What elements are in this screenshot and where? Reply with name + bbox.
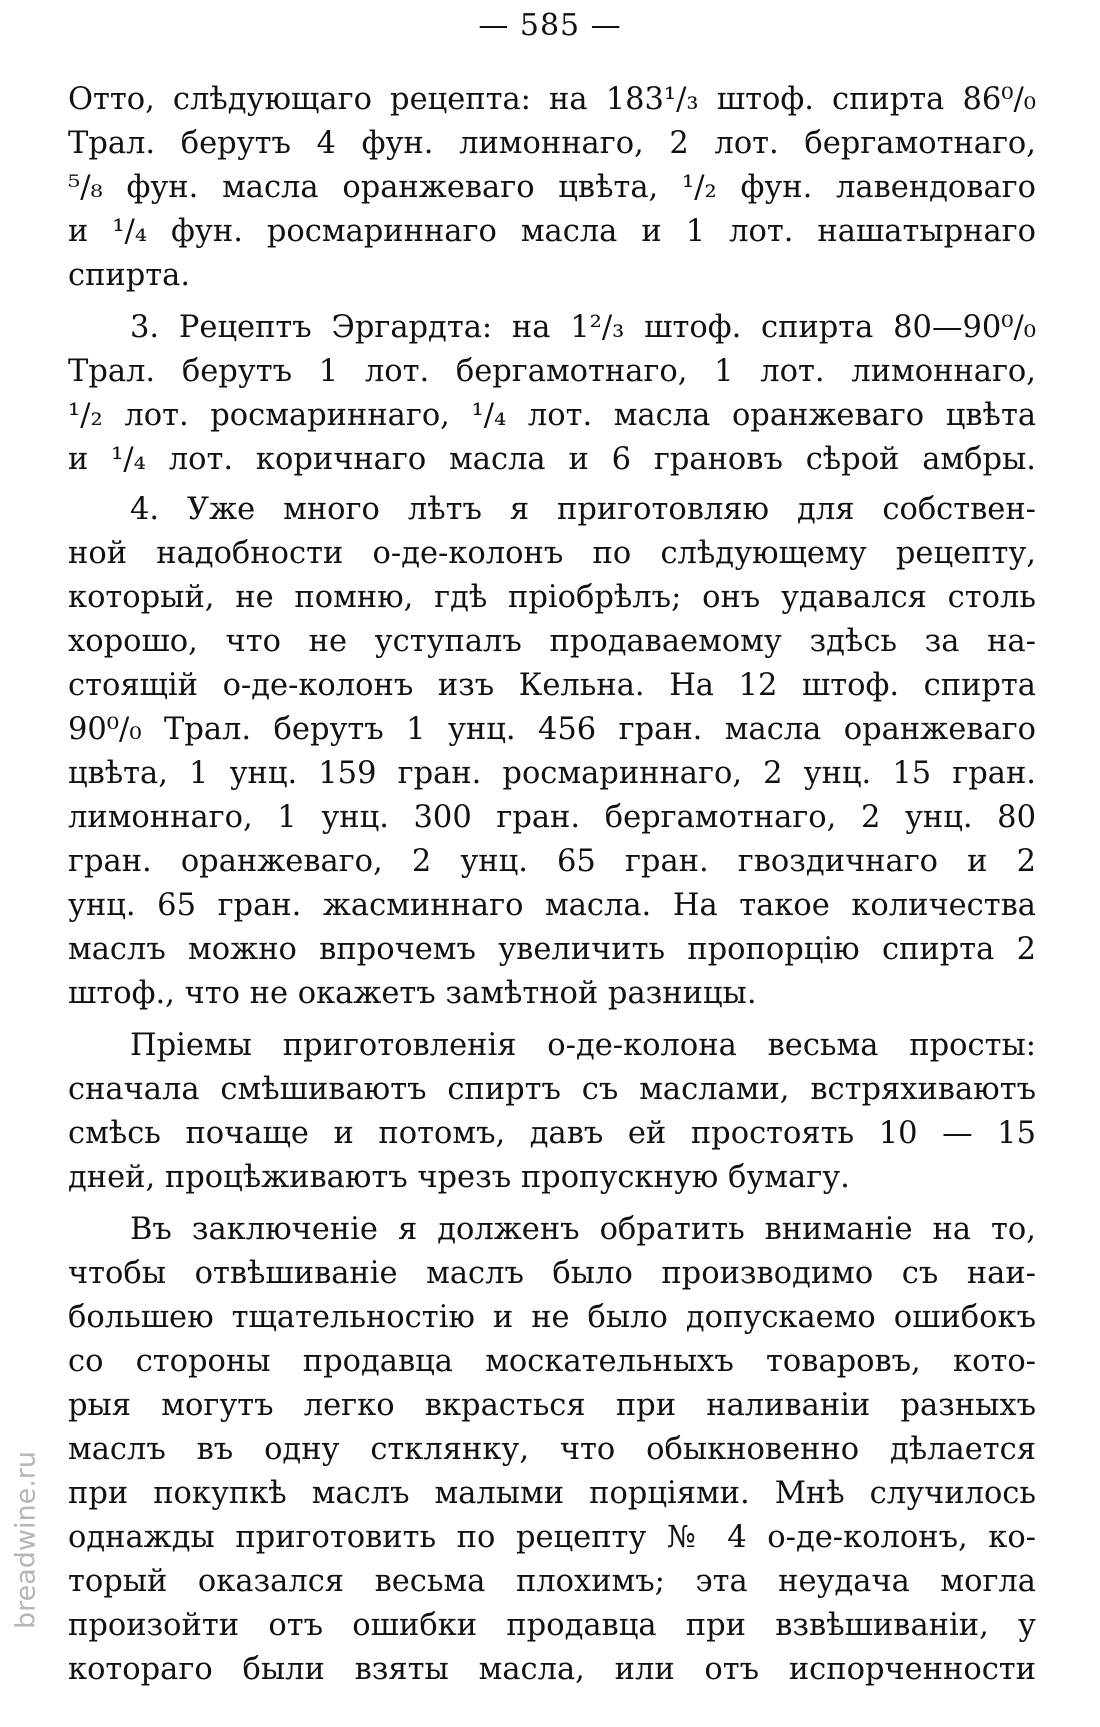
- text-line: Трал. берутъ 1 лот. бергамотнаго, 1 лот. лимоннаго,: [68, 354, 1036, 389]
- text-line: при покупкѣ маслъ малыми порціями. Мнѣ случилось: [68, 1476, 1036, 1511]
- text-line: лимоннаго, 1 унц. 300 гран. бергамотнаго, 2 унц. 80: [68, 800, 1036, 835]
- text-line: торый оказался весьма плохимъ; эта неудача могла: [68, 1564, 1036, 1599]
- text-line: чтобы отвѣшиваніе маслъ было производимо съ наи-: [68, 1256, 1036, 1291]
- text-line: большею тщательностію и не было допускаемо ошибокъ: [68, 1300, 1036, 1335]
- text-line: 4. Уже много лѣтъ я приготовляю для собствен-: [130, 492, 1036, 527]
- text-line: Въ заключеніе я долженъ обратить вниманіе на то,: [130, 1212, 1036, 1247]
- text-line: маслъ въ одну стклянку, что обыкновенно дѣлается: [68, 1432, 1036, 1467]
- text-line: Трал. берутъ 4 фун. лимоннаго, 2 лот. бергамотнаго,: [68, 126, 1036, 161]
- text-line: ⁵/₈ фун. масла оранжеваго цвѣта, ¹/₂ фун. лавендоваго: [68, 170, 1036, 205]
- text-line: хорошо, что не уступалъ продаваемому здѣсь за на-: [68, 624, 1036, 659]
- text-line: 90⁰/₀ Трал. берутъ 1 унц. 456 гран. масла оранжеваго: [68, 712, 1036, 747]
- text-line: маслъ можно впрочемъ увеличить пропорцію спирта 2: [68, 932, 1036, 967]
- text-line: со стороны продавца москательныхъ товаровъ, кото-: [68, 1344, 1036, 1379]
- text-line: спирта.: [68, 258, 191, 293]
- page-number: — 585 —: [478, 8, 622, 43]
- text-line: сначала смѣшиваютъ спиртъ съ маслами, встряхиваютъ: [68, 1072, 1036, 1107]
- text-line: ной надобности о-де-колонъ по слѣдующему рецепту,: [68, 536, 1036, 571]
- text-line: стоящій о-де-колонъ изъ Кельна. На 12 штоф. спирта: [68, 668, 1036, 703]
- text-line: штоф., что не окажетъ замѣтной разницы.: [68, 976, 757, 1011]
- text-line: котораго были взяты масла, или отъ испорченности: [68, 1652, 1036, 1687]
- text-line: цвѣта, 1 унц. 159 гран. росмариннаго, 2 унц. 15 гран.: [68, 756, 1036, 791]
- text-line: который, не помню, гдѣ пріобрѣлъ; онъ удавался столь: [68, 580, 1036, 615]
- text-line: однажды приготовить по рецепту № 4 о-де-колонъ, ко-: [68, 1520, 1036, 1555]
- watermark-text: breadwine.ru: [10, 1450, 42, 1630]
- text-line: смѣсь почаще и потомъ, давъ ей простоять 10 — 15: [68, 1116, 1036, 1151]
- text-line: унц. 65 гран. жасминнаго масла. На такое количества: [68, 888, 1036, 923]
- body-text: [68, 78, 1036, 1692]
- text-line: Отто, слѣдующаго рецепта: на 183¹/₃ штоф. спирта 86⁰/₀: [68, 82, 1036, 117]
- text-line: рыя могутъ легко вкрасться при наливаніи разныхъ: [68, 1388, 1036, 1423]
- text-line: дней, процѣживаютъ чрезъ пропускную бумагу.: [68, 1160, 850, 1195]
- watermark: [6, 1360, 46, 1720]
- text-line: и ¹/₄ лот. коричнаго масла и 6 грановъ сѣрой амбры.: [68, 442, 1036, 477]
- text-line: и ¹/₄ фун. росмариннаго масла и 1 лот. нашатырнаго: [68, 214, 1036, 249]
- text-line: 3. Рецептъ Эргардта: на 1²/₃ штоф. спирта 80—90⁰/₀: [130, 310, 1036, 345]
- text-line: Пріемы приготовленія о-де-колона весьма просты:: [130, 1028, 1036, 1063]
- text-line: ¹/₂ лот. росмариннаго, ¹/₄ лот. масла оранжеваго цвѣта: [68, 398, 1036, 433]
- text-line: гран. оранжеваго, 2 унц. 65 гран. гвоздичнаго и 2: [68, 844, 1036, 879]
- text-line: произойти отъ ошибки продавца при взвѣшиваніи, у: [68, 1608, 1036, 1643]
